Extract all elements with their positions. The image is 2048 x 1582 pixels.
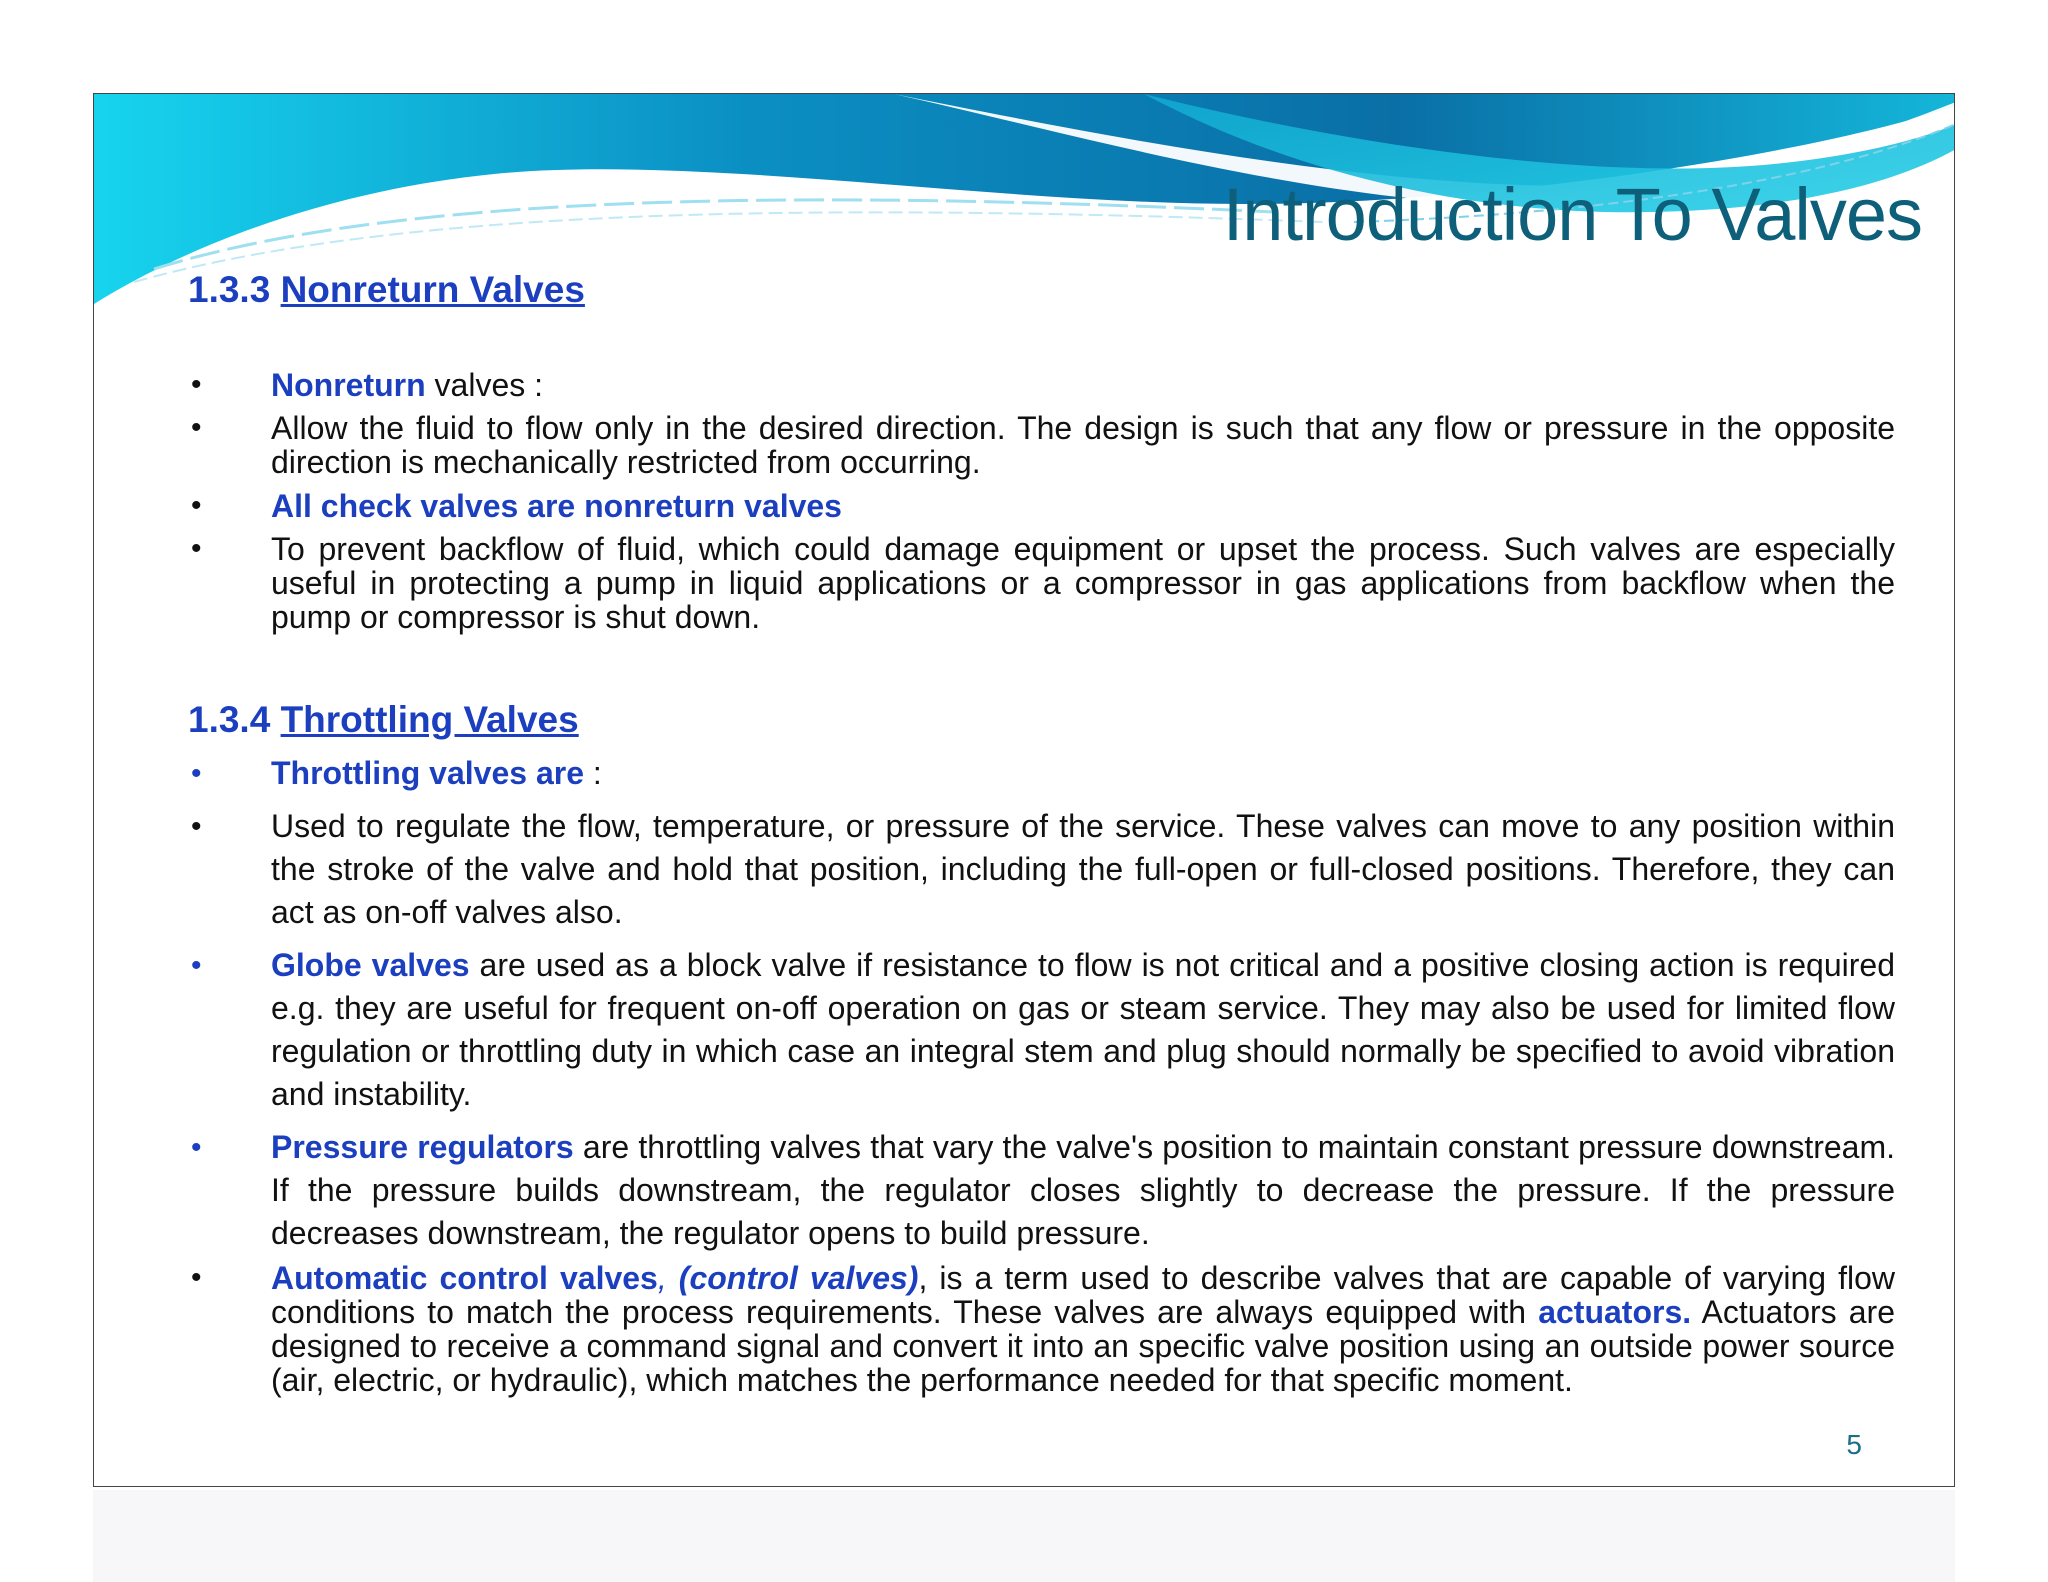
bold-term: Globe valves xyxy=(271,947,470,983)
page-number: 5 xyxy=(1846,1429,1862,1460)
list-item xyxy=(191,1260,1896,1398)
section-number: 1.3.4 xyxy=(188,699,271,740)
bold-term: Automatic control valves xyxy=(271,1260,658,1296)
list-item xyxy=(191,488,1895,524)
section-number: 1.3.3 xyxy=(188,269,271,310)
list-item xyxy=(191,367,1895,403)
list-item xyxy=(191,531,1895,635)
bullet-dot: • xyxy=(191,949,202,982)
item-text: Used to regulate the flow, temperature, or pressure of the service. These valves can move to any position within the stroke of the valve and hold that position, including the full-open or full-closed positions. Therefore, they can act as on-off valves also. xyxy=(271,808,1895,930)
item-text: , is a term used to describe valves that are capable of varying flow conditions to match the process requirements. These valves are always equipped with xyxy=(271,1260,1896,1330)
bullet-dot: • xyxy=(191,532,202,565)
list-item xyxy=(191,752,1895,795)
item-text: To prevent backflow of fluid, which could damage equipment or upset the process. Such valves are especially useful in protecting a pump in liquid applications or a compressor in gas applications from backflow when the pump or compressor is shut down. xyxy=(271,531,1895,635)
section-title-link[interactable]: Nonreturn Valves xyxy=(280,269,585,310)
list-item xyxy=(191,410,1895,480)
section-heading-throttling xyxy=(188,699,579,741)
item-text: are throttling valves that vary the valve's position to maintain constant pressure downstream. If the pressure builds downstream, the regulator closes slightly to decrease the pressure. If the pressure decreases downstream, the regulator opens to build pressure. xyxy=(271,1129,1896,1251)
list-item xyxy=(191,1126,1896,1255)
page-background-strip xyxy=(93,1490,1955,1582)
slide xyxy=(93,93,1955,1487)
bold-term: All check valves are nonreturn valves xyxy=(271,488,842,524)
bullet-dot: • xyxy=(191,810,202,843)
item-text: are used as a block valve if resistance to flow is not critical and a positive closing action is required e.g. they are useful for frequent on-off operation on gas or steam service. They may also be used for limited flow regulation or throttling duty in which case an integral stem and plug should normally be specified to avoid vibration and instability. xyxy=(271,947,1896,1112)
bullet-dot: • xyxy=(191,368,202,401)
bullet-dot: • xyxy=(191,411,202,444)
section-heading-nonreturn xyxy=(188,269,585,311)
bold-term: Pressure regulators xyxy=(271,1129,574,1165)
item-text: Actuators are designed to receive a command signal and convert it into an specific valve position using an outside power source (air, electric, or hydraulic), which matches the performance needed for that specific moment. xyxy=(271,1294,1896,1398)
bullet-dot: • xyxy=(191,757,202,790)
bullet-dot: • xyxy=(191,1261,202,1294)
section-title-link[interactable]: Throttling Valves xyxy=(280,699,579,740)
bullet-dot: • xyxy=(191,1131,202,1164)
list-item xyxy=(191,944,1896,1116)
item-text: : xyxy=(583,755,602,791)
bold-term: Throttling valves are xyxy=(271,755,584,791)
bullet-dot: • xyxy=(191,489,202,522)
bold-italic-term: (control valves) xyxy=(678,1260,919,1296)
separator-text: , xyxy=(657,1260,679,1296)
item-text: Allow the fluid to flow only in the desired direction. The design is such that any flow or pressure in the opposite direction is mechanically restricted from occurring. xyxy=(271,410,1895,480)
slide-title: Introduction To Valves xyxy=(1222,173,1922,256)
item-text: valves : xyxy=(425,367,544,403)
bold-term: actuators. xyxy=(1538,1294,1692,1330)
bold-term: Nonreturn xyxy=(271,367,426,403)
list-item xyxy=(191,805,1895,934)
